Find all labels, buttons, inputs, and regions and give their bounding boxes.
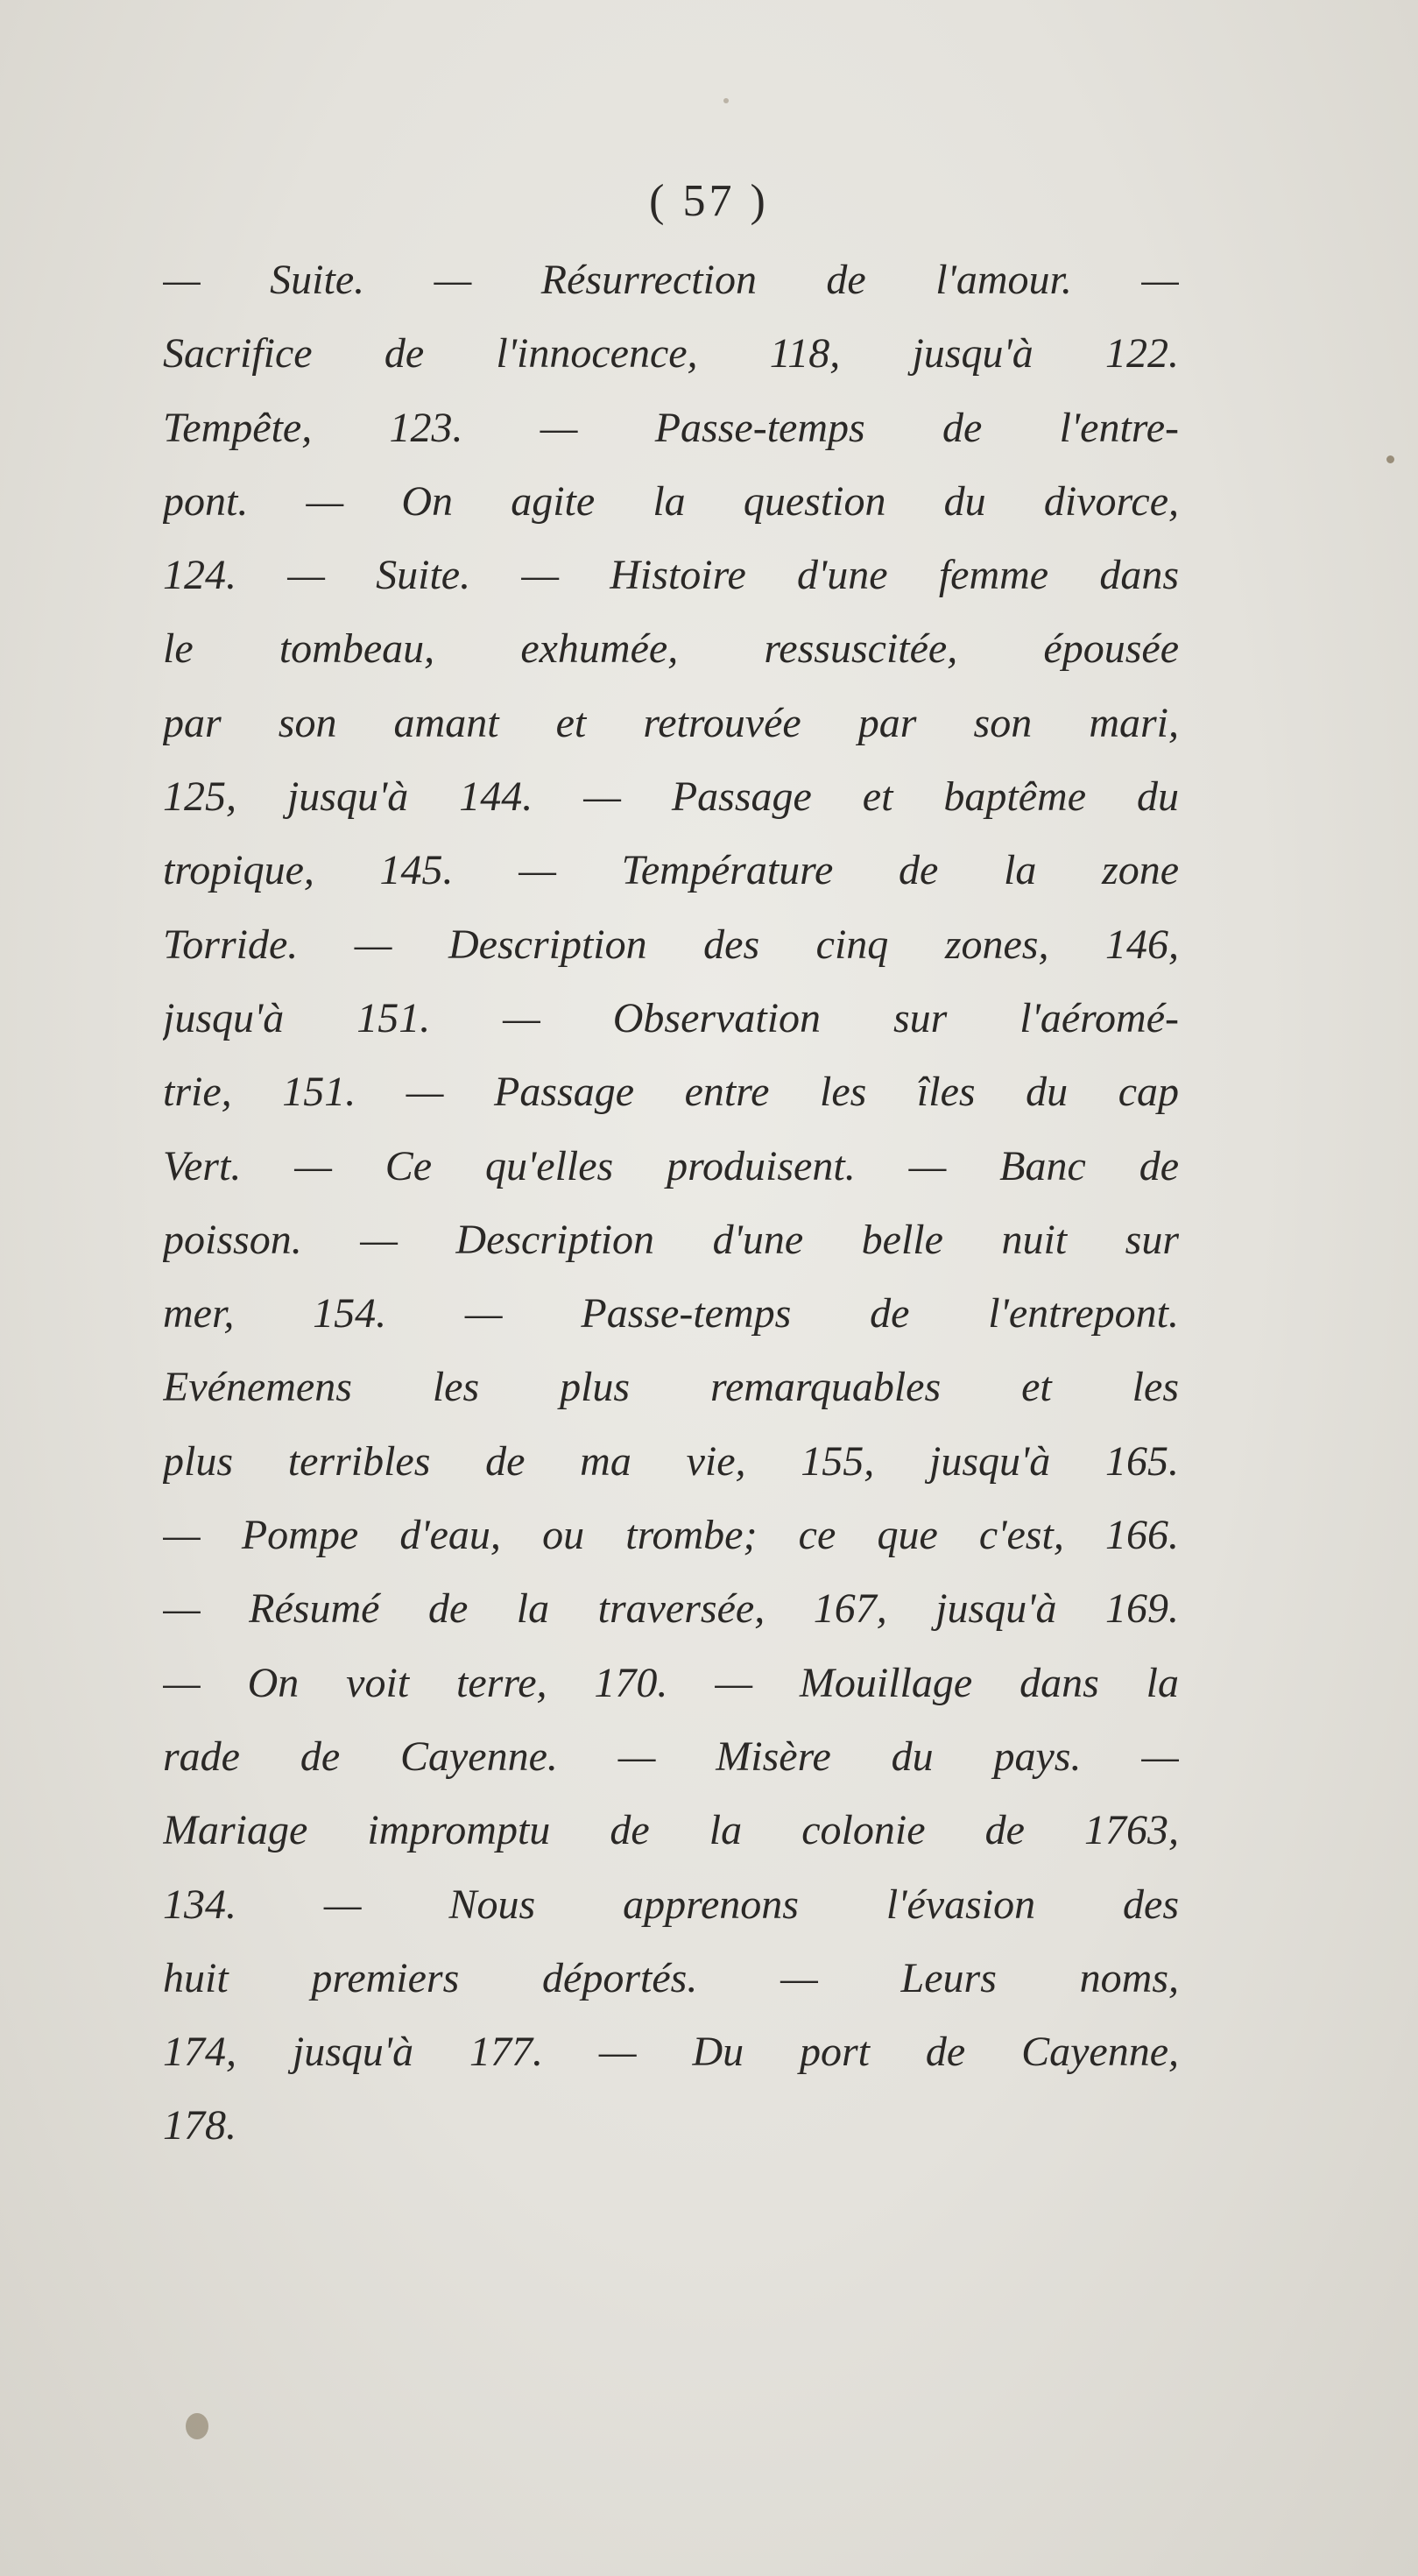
text-line: 125, jusqu'à 144. — Passage et baptême du — [163, 773, 1179, 821]
paper-speck — [1386, 455, 1394, 463]
paper-speck — [186, 2413, 208, 2439]
text-line: tropique, 145. — Température de la zone — [163, 847, 1179, 894]
text-line: Mariage impromptu de la colonie de 1763, — [163, 1807, 1179, 1854]
table-of-contents-text — [163, 243, 1179, 2163]
text-line: 178. — [163, 2102, 236, 2149]
text-line: Sacrifice de l'innocence, 118, jusqu'à 122. — [163, 330, 1179, 378]
text-line: par son amant et retrouvée par son mari, — [163, 699, 1179, 746]
text-line: mer, 154. — Passe-temps de l'entrepont. — [163, 1290, 1179, 1337]
text-line: — On voit terre, 170. — Mouillage dans la — [163, 1659, 1179, 1706]
paper-speck — [723, 98, 729, 103]
text-line: plus terribles de ma vie, 155, jusqu'à 165. — [163, 1437, 1179, 1485]
text-line: jusqu'à 151. — Observation sur l'aéromé- — [163, 994, 1179, 1041]
text-line: 124. — Suite. — Histoire d'une femme dans — [163, 552, 1179, 599]
text-line: pont. — On agite la question du divorce, — [163, 477, 1179, 525]
text-line: Evénemens les plus remarquables et les — [163, 1364, 1179, 1411]
text-line: poisson. — Description d'une belle nuit sur — [163, 1216, 1179, 1263]
text-line: — Pompe d'eau, ou trombe; ce que c'est, 166. — [163, 1512, 1179, 1559]
text-line: — Résumé de la traversée, 167, jusqu'à 169. — [163, 1585, 1179, 1633]
text-line: — Suite. — Résurrection de l'amour. — — [163, 257, 1179, 303]
text-line: rade de Cayenne. — Misère du pays. — — [163, 1733, 1179, 1780]
page-number: ( 57 ) — [649, 176, 769, 226]
text-line: 174, jusqu'à 177. — Du port de Cayenne, — [163, 2029, 1179, 2076]
text-line: Torride. — Description des cinq zones, 146, — [163, 921, 1179, 968]
text-line: le tombeau, exhumée, ressuscitée, épousée — [163, 625, 1179, 673]
text-line: Vert. — Ce qu'elles produisent. — Banc de — [163, 1142, 1179, 1189]
text-line: trie, 151. — Passage entre les îles du cap — [163, 1069, 1179, 1116]
text-line: huit premiers déportés. — Leurs noms, — [163, 1954, 1179, 2001]
text-line: Tempête, 123. — Passe-temps de l'entre- — [163, 404, 1179, 451]
text-line: 134. — Nous apprenons l'évasion des — [163, 1881, 1179, 1928]
